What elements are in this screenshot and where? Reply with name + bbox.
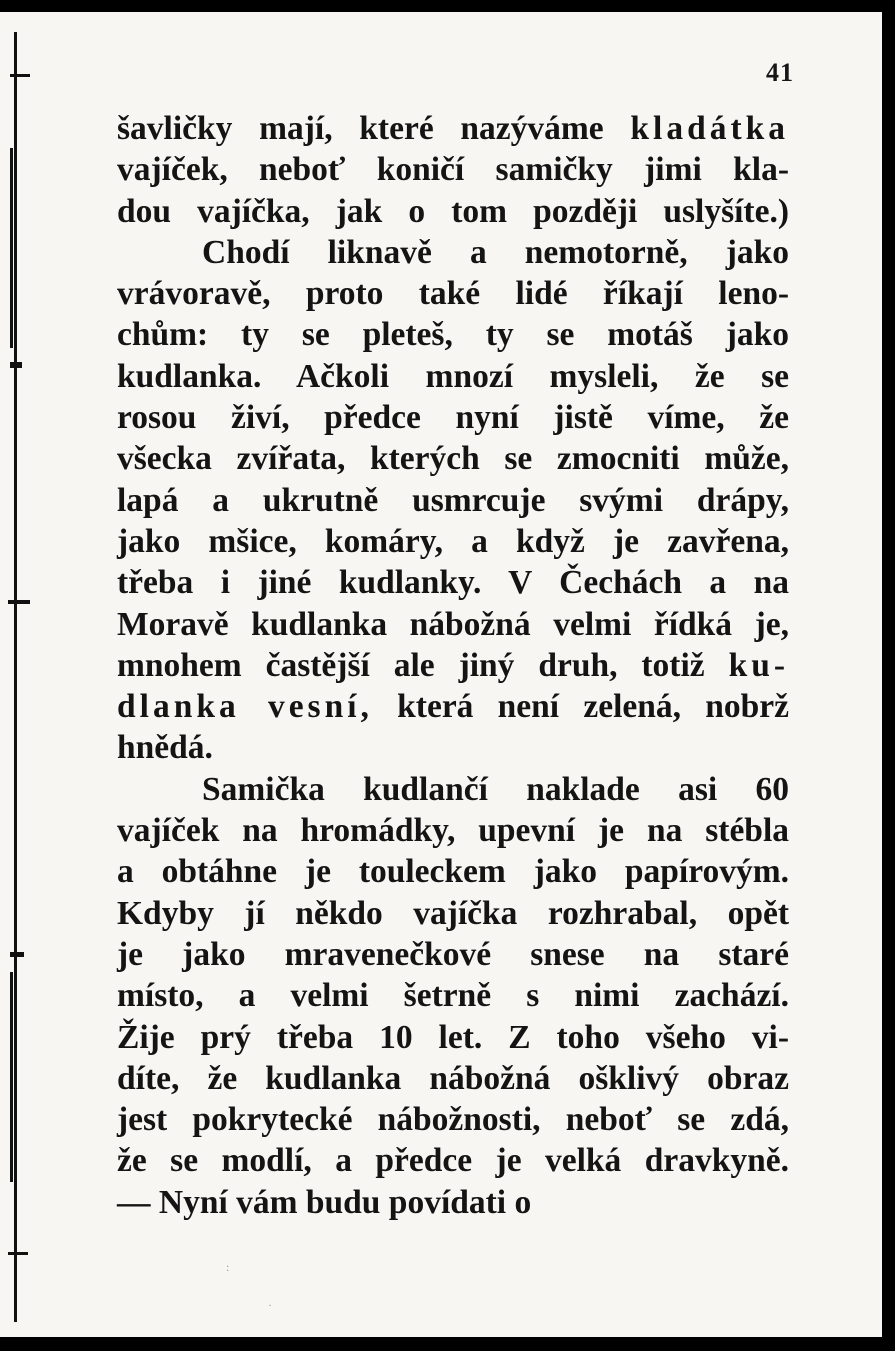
text-run: — Nyní vám budu povídati o [117, 1183, 532, 1221]
text-run: jest pokrytecké nábožnosti, neboť se zdá, [117, 1101, 789, 1139]
text-line [117, 851, 789, 892]
text-run: všecka zvířata, kterých se zmocniti může, [117, 440, 789, 478]
paper-speck: · [268, 1298, 272, 1312]
text-line [117, 1140, 789, 1181]
binding-mark [10, 74, 30, 77]
text-line [117, 769, 789, 810]
page-number: 41 [766, 58, 794, 87]
letterspaced-term: ku- [728, 646, 789, 684]
binding-mark [10, 952, 24, 957]
text-line [117, 314, 789, 355]
binding-mark [10, 148, 23, 348]
text-line [117, 191, 789, 232]
text-run: chům: ty se pleteš, ty se motáš jako [117, 316, 789, 354]
text-run: Moravě kudlanka nábožná velmi řídká je, [117, 605, 789, 643]
body-text [117, 108, 789, 1223]
text-run: je jako mravenečkové snese na staré [117, 935, 789, 973]
text-run: a obtáhne je touleckem jako papírovým. [117, 853, 789, 891]
text-run: kudlanka. Ačkoli mnozí mysleli, že se [117, 357, 789, 395]
text-line [117, 1017, 789, 1058]
text-line [117, 480, 789, 521]
letterspaced-term: dlanka vesní, [117, 688, 373, 726]
text-line [117, 521, 789, 562]
text-run: šavličky mají, které nazýváme [117, 110, 631, 147]
page-binding-edge [0, 12, 40, 1337]
text-run: lapá a ukrutně usmrcuje svými drápy, [117, 481, 789, 519]
paper-speck: : [226, 1260, 230, 1274]
text-line [117, 686, 789, 727]
binding-mark [8, 600, 30, 604]
text-line [117, 232, 789, 273]
text-run: že se modlí, a předce je velká dravkyně. [117, 1142, 789, 1180]
text-run: jako mšice, komáry, a když je zavřena, [117, 522, 789, 560]
text-run: Chodí liknavě a nemotorně, jako [202, 233, 789, 271]
text-line [117, 604, 789, 645]
text-line [117, 975, 789, 1016]
text-run: mnohem častější ale jiný druh, totiž [117, 646, 729, 684]
letterspaced-term: kladátka [630, 110, 789, 147]
text-line [117, 149, 789, 190]
book-page [0, 12, 882, 1337]
text-line [117, 934, 789, 975]
text-line [117, 1099, 789, 1140]
text-line [117, 1182, 789, 1223]
text-run: dou vajíčka, jak o tom později uslyšíte.) [117, 192, 789, 230]
text-run: Kdyby jí někdo vajíčka rozhrabal, opět [117, 894, 789, 932]
text-line [117, 645, 789, 686]
text-line [117, 1058, 789, 1099]
text-run: místo, a velmi šetrně s nimi zachází. [117, 977, 789, 1015]
text-run: vajíček, neboť koničí samičky jimi kla- [117, 151, 789, 189]
text-run: hnědá. [117, 729, 213, 767]
text-line [117, 273, 789, 314]
text-run: Samička kudlančí naklade asi 60 [202, 770, 789, 808]
text-line [117, 438, 789, 479]
binding-mark [10, 362, 22, 368]
binding-mark [8, 1252, 28, 1255]
text-run: rosou živí, předce nyní jistě víme, že [117, 399, 789, 437]
text-run: Žije prý třeba 10 let. Z toho všeho vi- [117, 1018, 789, 1056]
text-line [117, 356, 789, 397]
text-line [117, 562, 789, 603]
text-line [117, 810, 789, 851]
text-line [117, 108, 789, 149]
binding-mark [10, 972, 23, 1182]
text-run: vrávoravě, proto také lidé říkají leno- [117, 275, 789, 313]
text-run: vajíček na hromádky, upevní je na stébla [117, 812, 789, 850]
text-line [117, 727, 789, 768]
text-run: třeba i jiné kudlanky. V Čechách a na [117, 564, 789, 602]
text-run: která není zelená, nobrž [372, 688, 790, 726]
text-line [117, 397, 789, 438]
text-line [117, 893, 789, 934]
text-run: díte, že kudlanka nábožná ošklivý obraz [117, 1059, 789, 1097]
